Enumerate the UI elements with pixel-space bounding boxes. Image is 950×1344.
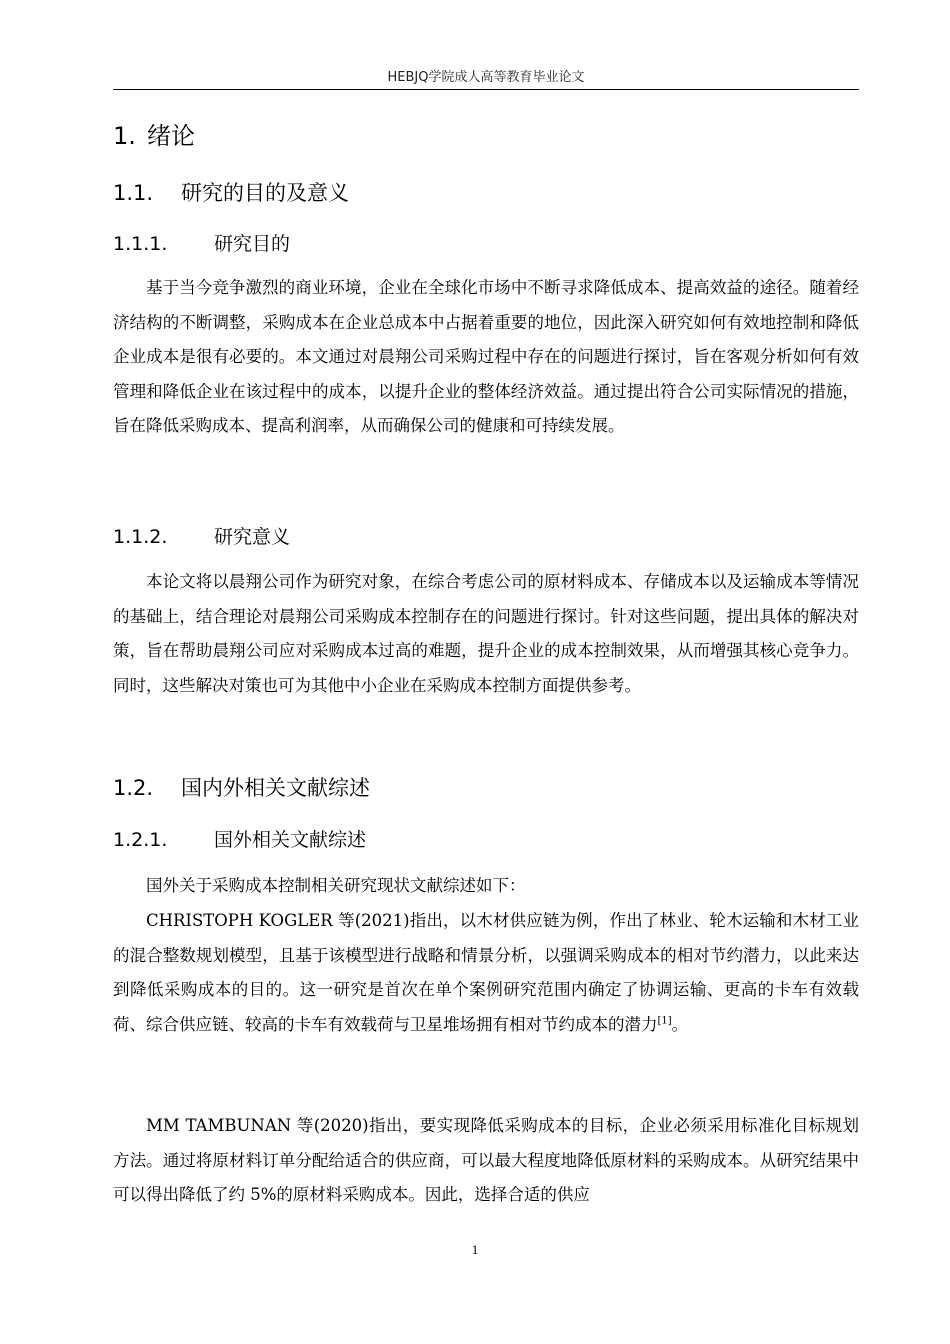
heading-number: 1.1. [113, 181, 154, 205]
heading-1-1-2 [113, 522, 290, 549]
heading-title: 国内外相关文献综述 [181, 776, 370, 800]
heading-1-1-1 [113, 229, 290, 256]
heading-title: 研究的目的及意义 [181, 181, 349, 205]
paragraph-text: CHRISTOPH KOGLER 等(2021)指出，以木材供应链为例，作出了林业、轮木运输和木材工业的混合整数规划模型，且基于该模型进行战略和情景分析，以强调采购成本的相对节约潜力，以此来达到降低采购成本的目的。这一研究是首次在单个案例研究范围内确定了协调运输、更高的卡车有效载荷、综合供应链、较高的卡车有效载荷与卫星堆场拥有相对节约成本的潜力 [113, 911, 859, 1034]
heading-1-2 [113, 772, 370, 802]
heading-1 [113, 116, 195, 151]
heading-number: 1. [113, 122, 136, 150]
paragraph-research-significance: 本论文将以晨翔公司作为研究对象，在综合考虑公司的原材料成本、存储成本以及运输成本等情况的基础上，结合理论对晨翔公司采购成本控制存在的问题进行探讨。针对这些问题，提出具体的解决对策，旨在帮助晨翔公司应对采购成本过高的难题，提升企业的成本控制效果，从而增强其核心竞争力。同时，这些解决对策也可为其他中小企业在采购成本控制方面提供参考。 [113, 572, 859, 695]
heading-number: 1.1.1. [113, 233, 168, 255]
paragraph-end: 。 [671, 1014, 689, 1034]
header-rule [113, 89, 859, 90]
heading-title: 绪论 [147, 122, 195, 150]
running-header: HEBJQ学院成人高等教育毕业论文 [387, 70, 585, 85]
heading-number: 1.2. [113, 776, 154, 800]
heading-1-2-1 [113, 825, 366, 852]
heading-1-1 [113, 177, 349, 207]
citation-ref: [1] [657, 1015, 672, 1026]
paragraph-literature-intro: 国外关于采购成本控制相关研究现状文献综述如下： [146, 876, 526, 895]
page-number: 1 [471, 1242, 479, 1257]
heading-number: 1.2.1. [113, 829, 168, 851]
heading-title: 研究意义 [214, 526, 291, 548]
paragraph-kogler [113, 904, 859, 1042]
paragraph-tambunan: MM TAMBUNAN 等(2020)指出，要实现降低采购成本的目标，企业必须采用标准化目标规划方法。通过将原材料订单分配给适合的供应商，可以最大程度地降低原材料的采购成本。从研究结果中可以得出降低了约 5%的原材料采购成本。因此，选择合适的供应 [113, 1116, 859, 1204]
heading-title: 研究目的 [214, 233, 291, 255]
paragraph-research-purpose: 基于当今竞争激烈的商业环境，企业在全球化市场中不断寻求降低成本、提高效益的途径。随着经济结构的不断调整，采购成本在企业总成本中占据着重要的地位，因此深入研究如何有效地控制和降低企业成本是很有必要的。本文通过对晨翔公司采购过程中存在的问题进行探讨，旨在客观分析如何有效管理和降低企业在该过程中的成本，以提升企业的整体经济效益。通过提出符合公司实际情况的措施，旨在降低采购成本、提高利润率，从而确保公司的健康和可持续发展。 [113, 278, 859, 435]
heading-title: 国外相关文献综述 [214, 829, 367, 851]
heading-number: 1.1.2. [113, 526, 168, 548]
